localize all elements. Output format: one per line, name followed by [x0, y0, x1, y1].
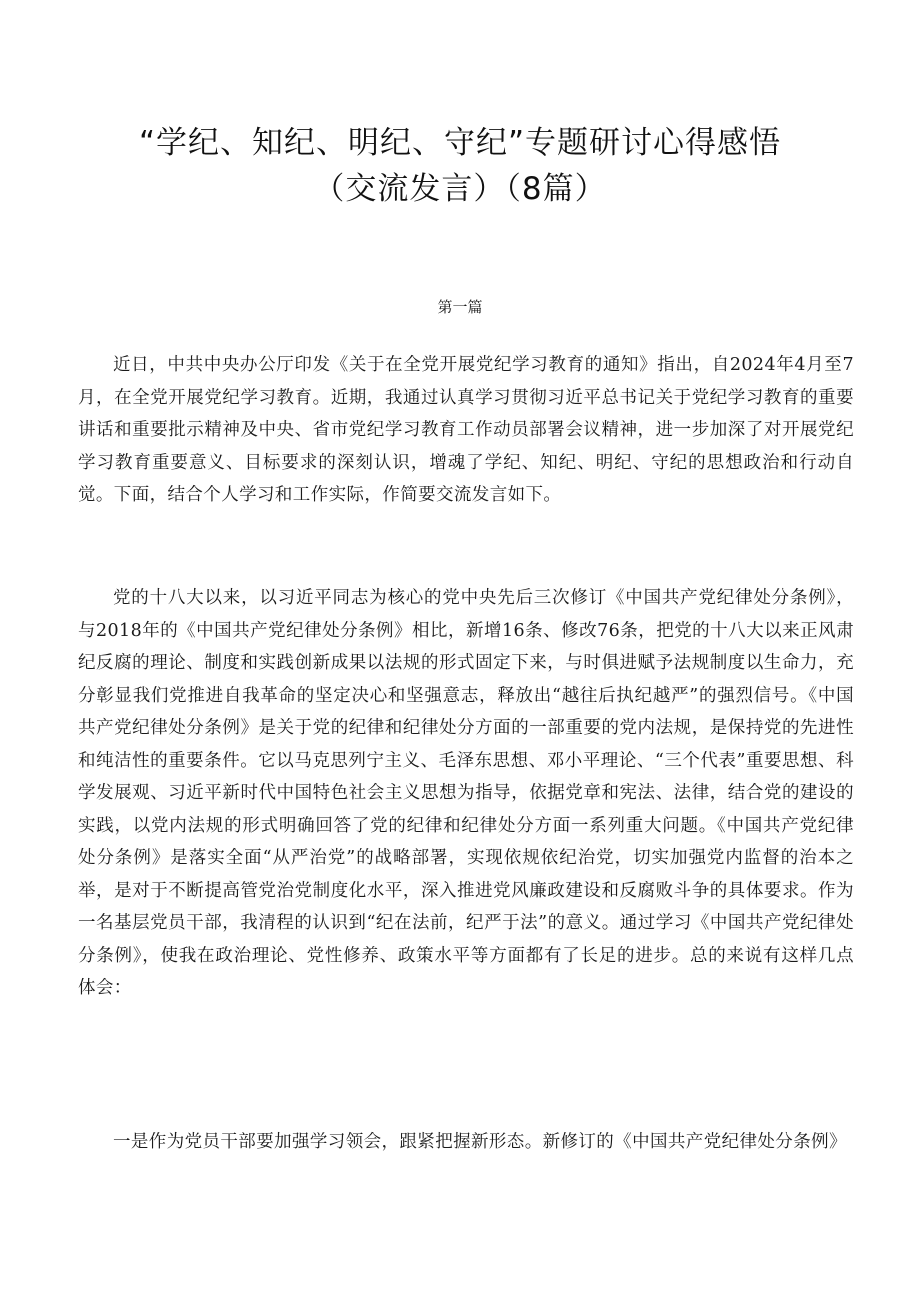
paragraph-2: 党的十八大以来，以习近平同志为核心的党中央先后三次修订《中国共产党纪律处分条例》，与2018年的《中国共产党纪律处分条例》相比，新增16条、修改76条，把党的十八大以来正风肃纪反腐的理论、制度和实践创新成果以法规的形式固定下来，与时俱进赋予法规制度以生命力，充分彰显我们党推进自我革命的坚定决心和坚强意志，释放出“越往后执纪越严”的强烈信号。《中国共产党纪律处分条例》是关于党的纪律和纪律处分方面的一部重要的党内法规，是保持党的先进性和纯洁性的重要条件。它以马克思列宁主义、毛泽东思想、邓小平理论、“三个代表”重要思想、科学发展观、习近平新时代中国特色社会主义思想为指导，依据党章和宪法、法律，结合党的建设的实践，以党内法规的形式明确回答了党的纪律和纪律处分方面一系列重大问题。《中国共产党纪律处分条例》是落实全面“从严治党”的战略部署，实现依规依纪治党，切实加强党内监督的治本之举，是对于不断提高管党治党制度化水平，深入推进党风廉政建设和反腐败斗争的具体要求。作为一名基层党员干部，我清程的认识到“纪在法前，纪严于法”的意义。通过学习《中国共产党纪律处分条例》，使我在政治理论、党性修养、政策水平等方面都有了长足的进步。总的来说有这样几点体会：	[78, 588, 854, 998]
paragraph-3: 一是作为党员干部要加强学习领会，跟紧把握新形态。新修订的《中国共产党纪律处分条例》	[113, 1132, 847, 1152]
paragraph-1: 近日，中共中央办公厅印发《关于在全党开展党纪学习教育的通知》指出，自2024年4月至7月，在全党开展党纪学习教育。近期，我通过认真学习贯彻习近平总书记关于党纪学习教育的重要讲话和重要批示精神及中央、省市党纪学习教育工作动员部署会议精神，进一步加深了对开展党纪学习教育重要意义、目标要求的深刻认识，增魂了学纪、知纪、明纪、守纪的思想政治和行动自觉。下面，结合个人学习和工作实际，作简要交流发言如下。	[78, 355, 854, 505]
document-title-line-1: “学纪、知纪、明纪、守纪”专题研讨心得感悟	[138, 125, 782, 161]
document-title-line-2: （交流发言）（8篇）	[313, 171, 607, 207]
section-heading: 第一篇	[437, 298, 483, 316]
